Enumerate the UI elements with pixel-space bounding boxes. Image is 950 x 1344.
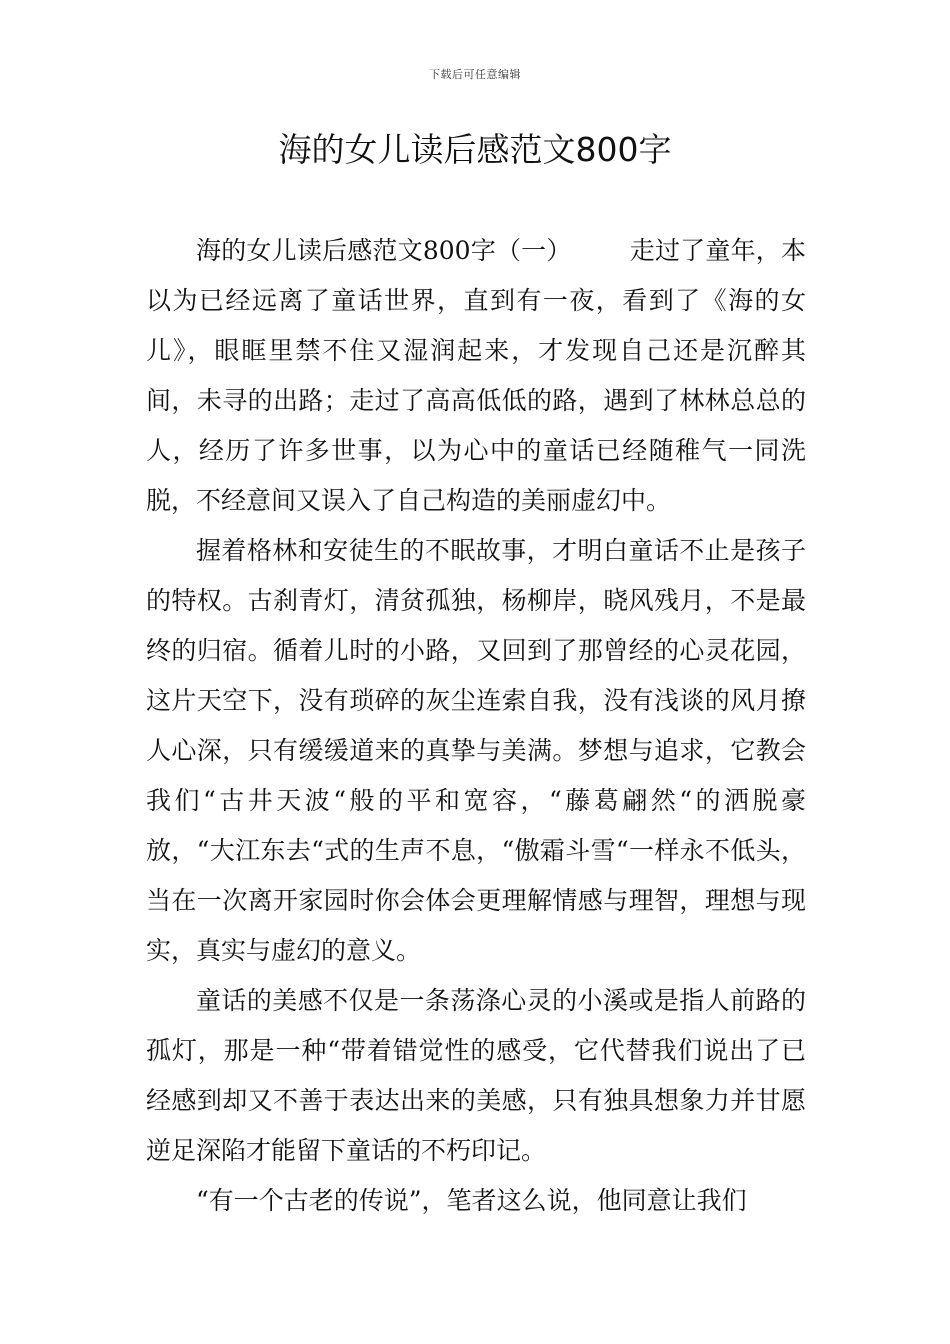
- paragraph-4: “有一个古老的传说”，笔者这么说，他同意让我们: [196, 1186, 747, 1215]
- paragraph-1: [146, 226, 806, 526]
- page-header-note: 下载后可任意编辑: [429, 68, 521, 81]
- document-body: [146, 226, 806, 1226]
- paragraph-1-text: 走过了童年，本以为已经远离了童话世界，直到有一夜，看到了《海的女儿》，眼眶里禁不住又湿润起来，才发现自己还是沉醉其间，未寻的出路；走过了高高低低的路，遇到了林林总总的人，经历了许多世事，以为心中的童话已经随稚气一同洗脱，不经意间又误入了自己构造的美丽虚幻中。: [146, 236, 806, 515]
- section-subtitle: 海的女儿读后感范文800字（一）: [196, 236, 572, 265]
- paragraph-3: 童话的美感不仅是一条荡涤心灵的小溪或是指人前路的孤灯，那是一种“带着错觉性的感受，它代替我们说出了已经感到却又不善于表达出来的美感，只有独具想象力并甘愿逆足深陷才能留下童话的不朽印记。: [146, 986, 806, 1165]
- document-title: 海的女儿读后感范文800字: [278, 130, 672, 169]
- paragraph-2: 握着格林和安徒生的不眠故事，才明白童话不止是孩子的特权。古刹青灯，清贫孤独，杨柳岸，晓风残月，不是最终的归宿。循着儿时的小路，又回到了那曾经的心灵花园，这片天空下，没有琐碎的灰尘连索自我，没有浅谈的风月撩人心深，只有缓缓道来的真挚与美满。梦想与追求，它教会我们“古井天波“般的平和宽容，“藤葛翩然“的洒脱豪放，“大江东去“式的生声不息，“傲霜斗雪“一样永不低头，当在一次离开家园时你会体会更理解情感与理智，理想与现实，真实与虚幻的意义。: [146, 536, 806, 965]
